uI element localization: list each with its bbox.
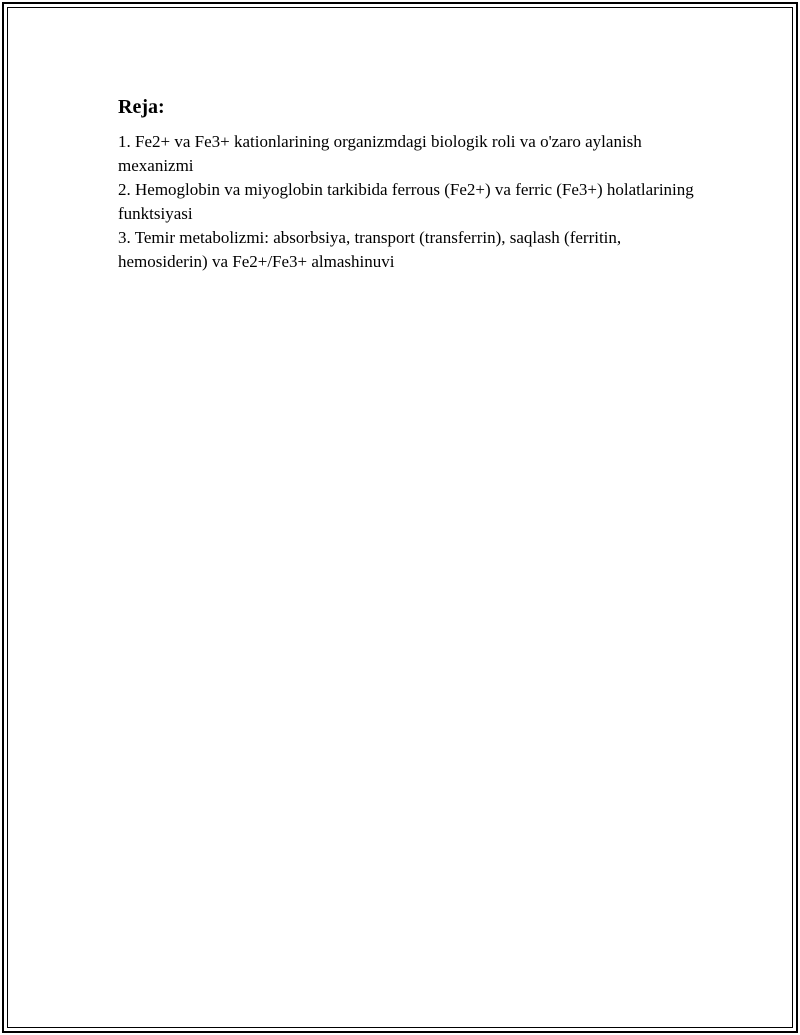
plan-item-1: 1. Fe2+ va Fe3+ kationlarining organizmdagi biologik roli va o'zaro aylanish mexanizmi <box>118 132 642 175</box>
plan-item-3: 3. Temir metabolizmi: absorbsiya, transport (transferrin), saqlash (ferritin, hemosiderin) va Fe2+/Fe3+ almashinuvi <box>118 228 622 271</box>
plan-item-2: 2. Hemoglobin va miyoglobin tarkibida ferrous (Fe2+) va ferric (Fe3+) holatlarining funktsiyasi <box>118 180 694 223</box>
document-body <box>118 94 698 274</box>
plan-heading: Reja: <box>118 96 165 118</box>
plan-list <box>118 130 698 274</box>
